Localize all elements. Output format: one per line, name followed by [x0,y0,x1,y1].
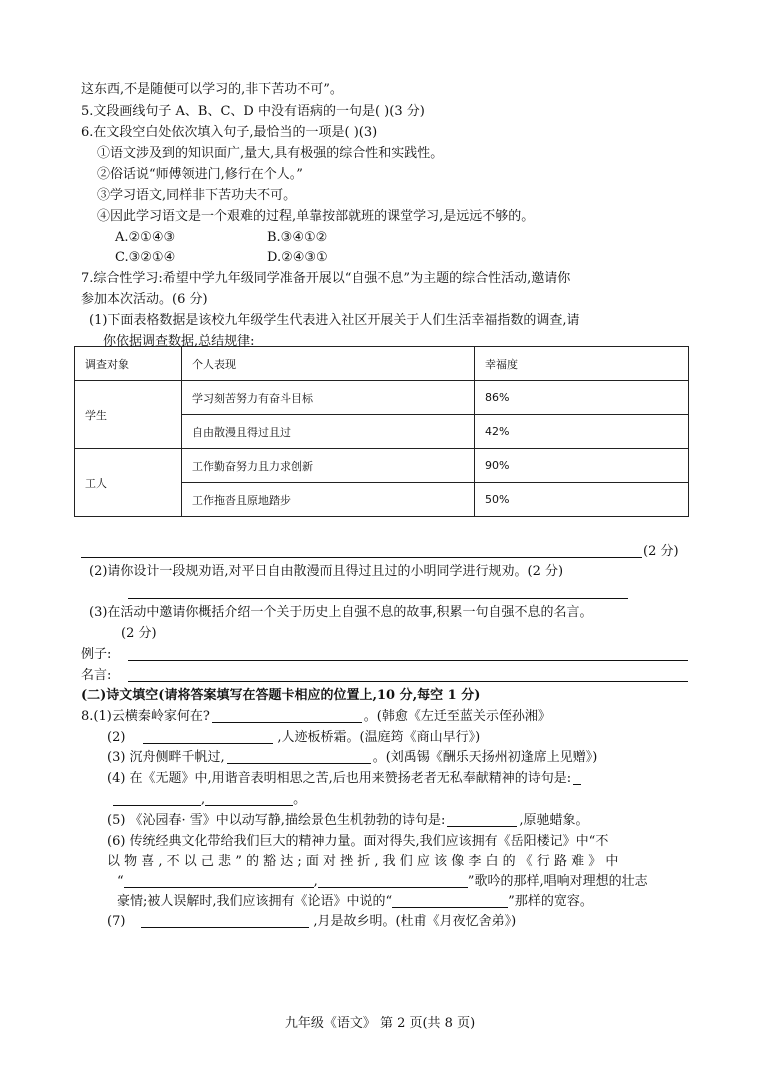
question-5: 5.文段画线句子 A、B、C、D 中没有语病的一句是( )(3 分) [81,104,425,119]
happiness-cell: 90% [475,449,689,483]
quote-label: 名言: [81,668,112,683]
q8-7-source: ,月是故乡明。(杜甫《月夜忆舍弟》) [313,914,517,929]
header-behavior: 个人表现 [182,347,475,381]
blank[interactable] [143,730,273,744]
q7-sub3-line-2: (2 分) [121,626,157,641]
answer-line-quote[interactable] [128,681,688,682]
q7-sub2: (2)请你设计一段规劝语,对平日自由散漫而且得过且过的小明同学进行规劝。(2 分) [89,564,564,579]
q8-6-line4-start: 豪情;被人误解时,我们应该拥有《论语》中说的“ [117,894,393,909]
q8-item-4-cont: , 。 [113,791,306,809]
blank[interactable] [124,874,314,888]
q6-sentence-4: ④因此学习语文是一个艰难的过程,单靠按部就班的课堂学习,是远远不够的。 [97,209,535,224]
q8-item-6-line-3: “ , ”歌吟的那样,唱响对理想的壮志 [117,874,648,889]
q8-3-source: 。(刘禹锡《酬乐天扬州初逢席上见赠》) [372,750,598,765]
q8-4-prompt: (4) 在《无题》中,用谐音表明相思之苦,后也用来赞扬老者无私奉献精神的诗句是: [107,771,572,786]
survey-table [74,346,689,517]
q6-option-d: D.②④③① [267,250,328,265]
q8-item-2 [107,729,480,747]
q8-item-1 [81,708,551,726]
blank[interactable] [205,792,293,806]
continued-text: 这东西,不是随便可以学习的,非下苦功不可”。 [81,82,343,97]
q7-sub3-line-1: (3)在活动中邀请你概括介绍一个关于历史上自强不息的故事,积累一句自强不息的名言。 [89,605,593,620]
blank[interactable] [113,792,201,806]
q8-2-prompt: (2) [107,730,126,745]
behavior-cell: 工作勤奋努力且力求创新 [182,449,475,483]
q7-sub1-line-1: (1)下面表格数据是该校九年级学生代表进入社区开展关于人们生活幸福指数的调查,请 [89,313,580,328]
q8-4-end: 。 [293,792,307,807]
happiness-cell: 86% [475,381,689,415]
q8-1-prompt: 8.(1)云横秦岭家何在? [81,709,210,724]
happiness-cell: 42% [475,415,689,449]
q8-item-6-line-4 [117,893,593,911]
blank[interactable] [573,771,581,785]
header-happiness: 幸福度 [475,347,689,381]
blank[interactable] [318,874,468,888]
q7-sub1-points: (2 分) [643,544,679,559]
question-7-stem-2: 参加本次活动。(6 分) [81,292,208,307]
q8-item-3 [107,749,597,767]
q6-option-a: A.②①④③ [115,230,176,245]
answer-line-summary[interactable] [81,557,642,558]
example-label: 例子: [81,647,112,662]
q8-item-6-line-2: 以 物 喜 , 不 以 己 悲 ” 的 豁 达 ; 面 对 挫 折 , 我 们 应 该 像 李 白 的 《 行 路 难 》 中 [107,854,619,869]
q8-5-prompt: (5) 《沁园春· 雪》中以动写静,描绘景色生机勃勃的诗句是: [107,813,446,828]
question-6-stem: 6.在文段空白处依次填入句子,最恰当的一项是( )(3) [81,125,378,140]
table-row [75,381,689,415]
table-row [75,449,689,483]
q8-item-6-line-1: (6) 传统经典文化带给我们巨大的精神力量。面对得失,我们应该拥有《岳阳楼记》中“不 [107,834,609,849]
q8-item-5 [107,812,588,830]
subject-cell: 工人 [75,449,182,517]
q8-6-line4-end: ”那样的宽容。 [508,894,593,909]
q8-3-prompt: (3) 沉舟侧畔千帆过, [107,750,225,765]
blank[interactable] [212,709,362,723]
q8-item-4 [107,770,581,788]
q6-sentence-2: ②俗话说“师傅领进门,修行在个人。” [97,167,303,182]
subject-cell: 学生 [75,381,182,449]
behavior-cell: 学习刻苦努力有奋斗目标 [182,381,475,415]
q8-5-end: ,原驰蜡象。 [519,813,589,828]
blank[interactable] [227,750,371,764]
behavior-cell: 自由散漫且得过且过 [182,415,475,449]
q8-7-prompt: (7) [107,914,126,929]
behavior-cell: 工作拖沓且原地踏步 [182,483,475,517]
header-subject: 调查对象 [75,347,182,381]
q7-sub1-line-2: 你依据调查数据,总结规律: [103,334,255,349]
answer-line-example[interactable] [128,660,688,661]
page-footer: 九年级《语文》 第 2 页(共 8 页) [284,1016,476,1031]
blank[interactable] [447,813,517,827]
blank[interactable] [392,894,508,908]
table-header-row [75,347,689,381]
q6-sentence-3: ③学习语文,同样非下苦功夫不可。 [97,188,297,203]
section-2-heading: (二)诗文填空(请将答案填写在答题卡相应的位置上,10 分,每空 1 分) [81,688,481,703]
q8-2-source: ,人迹板桥霜。(温庭筠《商山早行》) [277,730,481,745]
answer-line-advice[interactable] [128,598,628,599]
q6-sentence-1: ①语文涉及到的知识面广,量大,具有极强的综合性和实践性。 [97,146,444,161]
question-7-stem-1: 7.综合性学习:希望中学九年级同学准备开展以“自强不息”为主题的综合性活动,邀请你 [81,271,571,286]
q8-item-7 [107,913,516,931]
q8-6-line3-end: ”歌吟的那样,唱响对理想的壮志 [467,874,648,889]
q6-option-c: C.③②①④ [115,250,176,265]
happiness-cell: 50% [475,483,689,517]
blank[interactable] [141,914,309,928]
q6-option-b: B.③④①② [267,230,328,245]
q8-1-source: 。(韩愈《左迁至蓝关示侄孙湘》 [363,709,551,724]
